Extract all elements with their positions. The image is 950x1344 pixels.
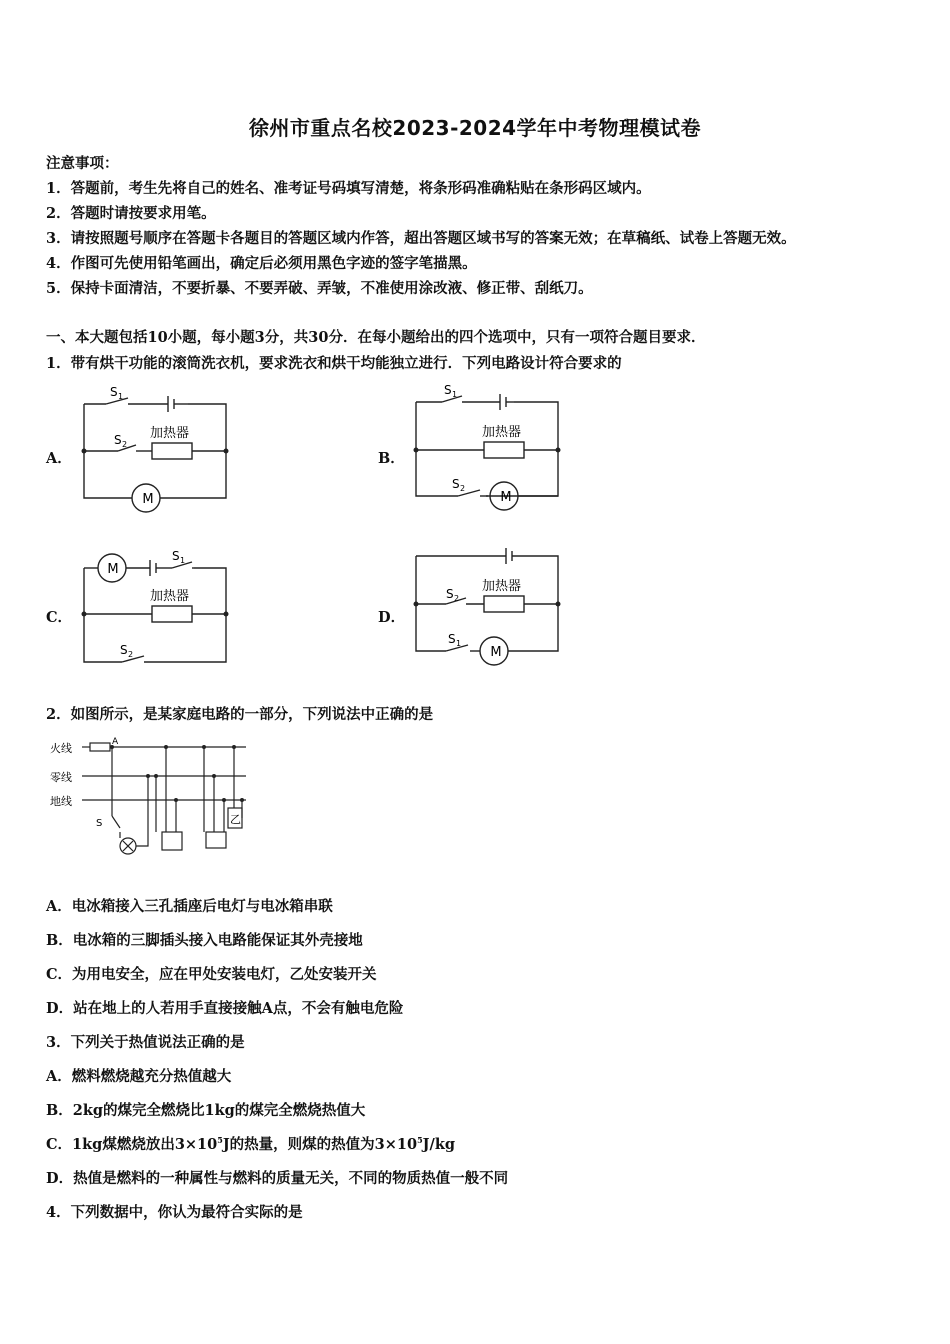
option-b-label: B． [378,450,405,467]
switch-s2-label: S [120,643,128,657]
page-title: 徐州市重点名校2023-2024学年中考物理模试卷 [248,116,702,140]
q3-option-b: B．2kg的煤完全燃烧比1kg的煤完全燃烧热值大 [46,1102,366,1119]
question-2-stem: 2．如图所示，是某家庭电路的一部分，下列说法中正确的是 [46,706,434,723]
section-heading: 一、本大题包括10小题，每小题3分，共30分．在每小题给出的四个选项中，只有一项符合题目要求． [46,329,706,346]
yi-label: 乙 [230,813,241,826]
q3-option-c [46,1133,455,1154]
switch-s2-subscript: 2 [454,594,460,603]
notice-item: 4．作图可先使用铅笔画出，确定后必须用黑色字迹的签字笔描黑。 [46,255,477,272]
motor-label: M [142,492,154,507]
option-c-label: C． [46,609,73,626]
heater-label: 加热器 [482,425,522,440]
switch-s2-label: S [452,477,460,491]
q3-option-c-part: J/kg [422,1136,456,1153]
switch-s2-subscript: 2 [122,440,128,449]
switch-s1-label: S [444,383,452,397]
circuit-d-diagram [408,544,568,674]
switch-s2-subscript: 2 [460,484,466,493]
question-1-stem: 1．带有烘干功能的滚筒洗衣机，要求洗衣和烘干均能独立进行．下列电路设计符合要求的 [46,355,622,372]
motor-label: M [490,645,502,660]
circuit-a-diagram [76,380,236,520]
notice-item: 3．请按照题号顺序在答题卡各题目的答题区域内作答，超出答题区域书写的答案无效；在草稿纸、试卷上答题无效。 [46,230,796,247]
notice-item: 2．答题时请按要求用笔。 [46,205,216,222]
q3-option-c-part: C．1kg煤燃烧放出3×10 [46,1136,218,1153]
live-wire-label: 火线 [50,742,72,755]
exponent: 5 [217,1135,223,1146]
motor-label: M [500,490,512,505]
q3-option-d: D．热值是燃料的一种属性与燃料的质量无关，不同的物质热值一般不同 [46,1170,509,1187]
question-4-stem: 4．下列数据中，你认为最符合实际的是 [46,1204,303,1221]
circuit-b-diagram [408,380,568,520]
switch-s2-label: S [446,587,454,601]
q3-option-c-part: J的热量，则煤的热值为3×10 [222,1136,418,1153]
notice-item: 5．保持卡面清洁，不要折暴、不要弄破、弄皱，不准使用涂改液、修正带、刮纸刀。 [46,280,593,297]
q2-option-c: C．为用电安全，应在甲处安装电灯，乙处安装开关 [46,966,377,983]
switch-s1-label: S [110,385,118,399]
switch-s2-subscript: 2 [128,650,134,659]
q3-option-a: A．燃料燃烧越充分热值越大 [46,1068,232,1085]
switch-s1-subscript: 1 [456,639,462,648]
option-d-label: D． [378,609,406,626]
motor-label: M [107,562,119,577]
circuit-c-diagram [76,544,236,674]
heater-label: 加热器 [150,589,190,604]
household-circuit-diagram [46,736,256,862]
neutral-wire-label: 零线 [50,771,72,784]
switch-s1-label: S [448,632,456,646]
heater-label: 加热器 [482,579,522,594]
switch-s1-subscript: 1 [452,390,458,399]
option-a-label: A． [46,450,72,467]
notice-item: 1．答题前，考生先将自己的姓名、准考证号码填写清楚，将条形码准确粘贴在条形码区域内。 [46,180,651,197]
switch-s2-label: S [114,433,122,447]
q2-option-b: B．电冰箱的三脚插头接入电路能保证其外壳接地 [46,932,363,949]
heater-label: 加热器 [150,426,190,441]
q2-option-d: D．站在地上的人若用手直接接触A点，不会有触电危险 [46,1000,404,1017]
ground-wire-label: 地线 [50,795,72,808]
switch-s1-label: S [172,549,180,563]
q2-option-a: A．电冰箱接入三孔插座后电灯与电冰箱串联 [46,898,333,915]
switch-s1-subscript: 1 [180,556,186,565]
notice-heading: 注意事项： [46,155,119,172]
switch-s1-subscript: 1 [118,392,124,401]
switch-s-label: S [96,818,103,829]
exponent: 5 [417,1135,423,1146]
question-3-stem: 3．下列关于热值说法正确的是 [46,1034,245,1051]
point-a-label: A [112,737,119,747]
